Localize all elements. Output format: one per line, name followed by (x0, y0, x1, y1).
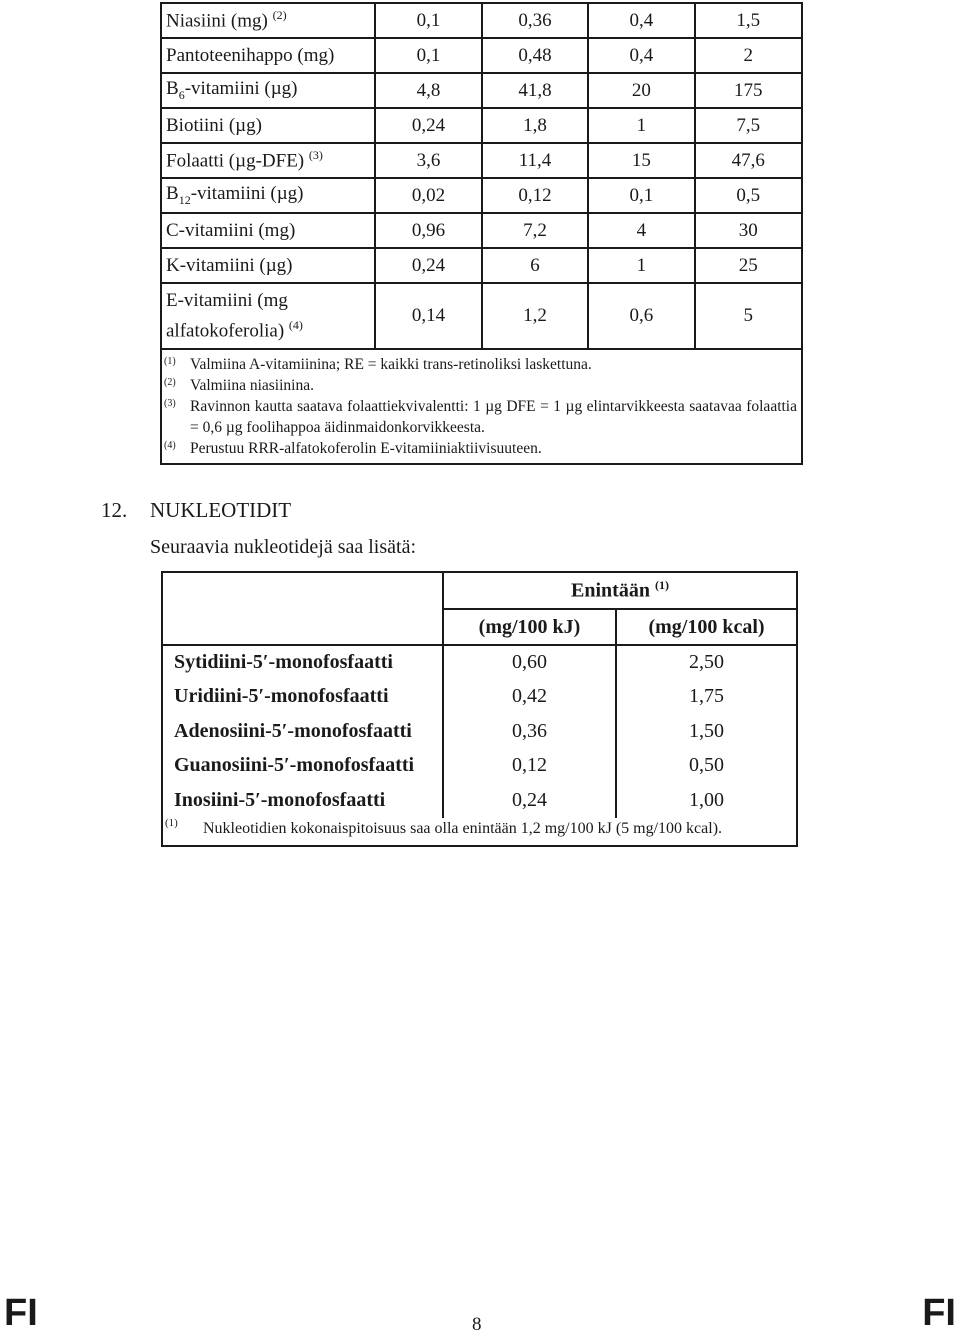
language-code-right: FI (922, 1292, 956, 1334)
value-cell: 47,6 (695, 143, 802, 178)
value-cell: 25 (695, 248, 802, 283)
nucleotide-name: Guanosiini-5′-monofosfaatti (162, 749, 443, 784)
value-cell: 3,6 (375, 143, 481, 178)
value-kj: 0,60 (443, 645, 616, 680)
value-cell: 0,12 (482, 178, 588, 213)
vitamin-name: Biotiini (µg) (161, 108, 375, 143)
empty-header-cell (162, 572, 443, 645)
table-row (161, 108, 802, 143)
nucleotide-name: Inosiini-5′-monofosfaatti (162, 783, 443, 818)
vitamin-name: K-vitamiini (µg) (161, 248, 375, 283)
section-number: 12. (101, 498, 128, 522)
footnotes-row (161, 349, 802, 464)
table-row (162, 749, 797, 784)
value-cell: 0,48 (482, 38, 588, 73)
value-cell: 30 (695, 213, 802, 248)
table-row (161, 73, 802, 108)
language-code-left: FI (4, 1292, 38, 1334)
value-cell: 0,36 (482, 3, 588, 38)
table-row (161, 38, 802, 73)
value-kcal: 2,50 (616, 645, 797, 680)
value-cell: 7,2 (482, 213, 588, 248)
table-row (161, 178, 802, 213)
unit-header-kcal: (mg/100 kcal) (616, 609, 797, 645)
table-row (161, 248, 802, 283)
table-row (161, 213, 802, 248)
value-cell: 11,4 (482, 143, 588, 178)
value-cell: 0,24 (375, 108, 481, 143)
value-kcal: 1,50 (616, 714, 797, 749)
value-kj: 0,12 (443, 749, 616, 784)
value-cell: 175 (695, 73, 802, 108)
value-cell: 1,2 (482, 283, 588, 349)
value-kcal: 0,50 (616, 749, 797, 784)
value-kj: 0,24 (443, 783, 616, 818)
value-cell: 0,24 (375, 248, 481, 283)
footnote: (3) Ravinnon kautta saatava folaattiekvivalentti: 1 µg DFE = 1 µg elintarvikkeesta saatavaa folaattia = 0,6 µg foolihappoa äidinmaidonkorvikkeesta. (164, 398, 797, 436)
section-intro: Seuraavia nukleotidejä saa lisätä: (150, 536, 417, 558)
vitamin-name: Pantoteenihappo (mg) (161, 38, 375, 73)
footnote: (2) Valmiina niasiinina. (164, 377, 314, 394)
vitamin-name: Niasiini (mg) $^{(2)}$ (161, 3, 375, 38)
value-cell: 41,8 (482, 73, 588, 108)
value-cell: 4 (588, 213, 694, 248)
vitamin-name: $B_{12}$-vitamiini (µg) (161, 178, 375, 213)
value-cell: 1,5 (695, 3, 802, 38)
value-cell: 0,5 (695, 178, 802, 213)
vitamin-table (160, 2, 803, 465)
value-kcal: 1,75 (616, 680, 797, 715)
value-cell: 7,5 (695, 108, 802, 143)
value-cell: 1,8 (482, 108, 588, 143)
table-row (162, 783, 797, 818)
nucleotide-name: Sytidiini-5′-monofosfaatti (162, 645, 443, 680)
value-cell: 0,14 (375, 283, 481, 349)
footnote: (1) Nukleotidien kokonaispitoisuus saa olla enintään 1,2 mg/100 kJ (5 mg/100 kcal). (162, 818, 797, 846)
vitamin-name: Folaatti (µg-DFE) $^{(3)}$ (161, 143, 375, 178)
value-cell: 0,1 (588, 178, 694, 213)
nucleotide-table (161, 571, 798, 847)
table-row (162, 680, 797, 715)
vitamin-name: E-vitamiini (mg alfatokoferolia) $^{(4)}$ (161, 283, 375, 349)
value-kcal: 1,00 (616, 783, 797, 818)
value-cell: 15 (588, 143, 694, 178)
value-cell: 0,4 (588, 38, 694, 73)
value-cell: 0,96 (375, 213, 481, 248)
value-cell: 4,8 (375, 73, 481, 108)
footnote: (4) Perustuu RRR-alfatokoferolin E-vitamiiniaktiivisuuteen. (164, 440, 542, 457)
value-cell: 0,1 (375, 3, 481, 38)
table-row (161, 3, 802, 38)
vitamin-name: C-vitamiini (mg) (161, 213, 375, 248)
footnote: (1) Valmiina A-vitamiinina; RE = kaikki trans-retinoliksi laskettuna. (164, 356, 592, 373)
header-row (162, 572, 797, 609)
unit-header-kj: (mg/100 kJ) (443, 609, 616, 645)
value-cell: 0,1 (375, 38, 481, 73)
max-header: Enintään $^{(1)}$ (443, 572, 797, 609)
value-kj: 0,42 (443, 680, 616, 715)
table-row (162, 714, 797, 749)
value-cell: 1 (588, 248, 694, 283)
value-cell: 0,4 (588, 3, 694, 38)
footnotes-row (162, 818, 797, 846)
table-row (161, 143, 802, 178)
value-cell: 20 (588, 73, 694, 108)
value-cell: 6 (482, 248, 588, 283)
table-row (161, 283, 802, 349)
value-cell: 0,02 (375, 178, 481, 213)
value-cell: 1 (588, 108, 694, 143)
table-row (162, 645, 797, 680)
page-number: 8 (472, 1314, 482, 1335)
value-cell: 5 (695, 283, 802, 349)
nucleotide-name: Adenosiini-5′-monofosfaatti (162, 714, 443, 749)
value-cell: 0,6 (588, 283, 694, 349)
section-title: NUKLEOTIDIT (150, 498, 292, 522)
nucleotide-name: Uridiini-5′-monofosfaatti (162, 680, 443, 715)
value-cell: 2 (695, 38, 802, 73)
footnotes (161, 349, 802, 464)
value-kj: 0,36 (443, 714, 616, 749)
vitamin-name: $B_6$-vitamiini (µg) (161, 73, 375, 108)
